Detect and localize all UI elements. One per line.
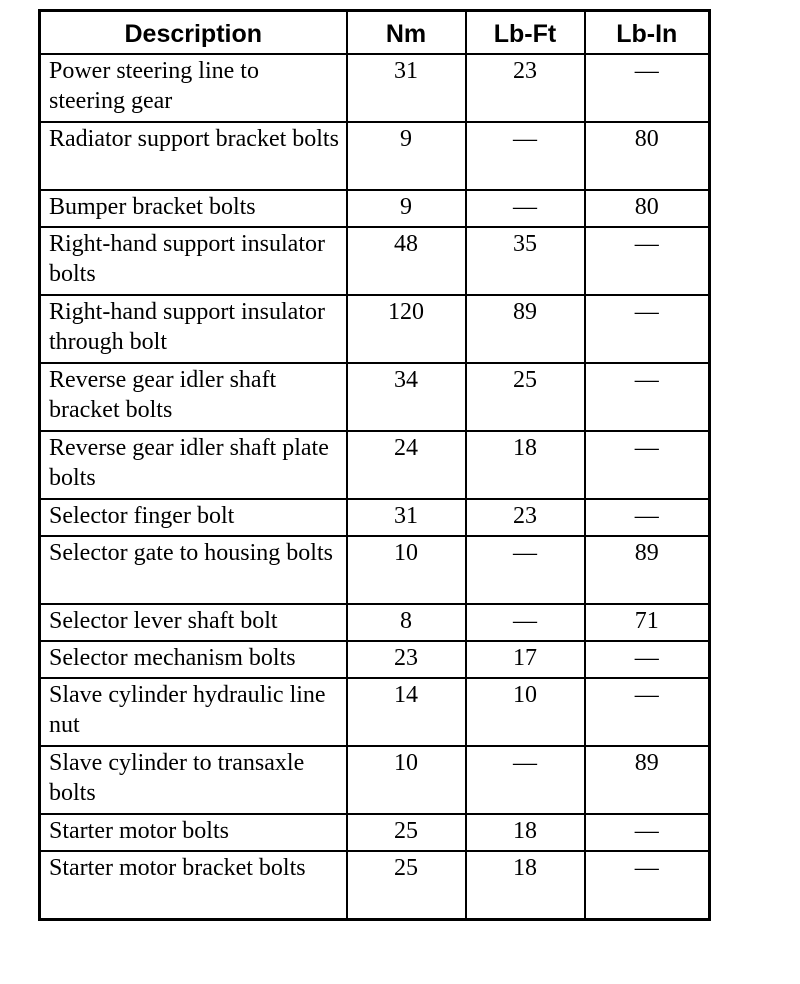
cell-lbin: — — [585, 227, 710, 295]
cell-nm: 8 — [347, 604, 466, 641]
cell-lbin: 80 — [585, 190, 710, 227]
cell-lbft: 23 — [466, 54, 585, 122]
cell-nm: 24 — [347, 431, 466, 499]
cell-description: Right-hand support insulator bolts — [40, 227, 347, 295]
cell-nm: 23 — [347, 641, 466, 678]
cell-description: Reverse gear idler shaft plate bolts — [40, 431, 347, 499]
cell-description: Right-hand support insulator through bolt — [40, 295, 347, 363]
table-row — [40, 190, 710, 227]
header-nm: Nm — [347, 11, 466, 55]
cell-lbin: 89 — [585, 536, 710, 604]
cell-lbft: — — [466, 190, 585, 227]
cell-lbft: 25 — [466, 363, 585, 431]
table-row — [40, 431, 710, 499]
cell-lbft: 23 — [466, 499, 585, 536]
torque-spec-table — [38, 9, 711, 921]
cell-lbin: — — [585, 641, 710, 678]
cell-lbin: 71 — [585, 604, 710, 641]
table-row — [40, 295, 710, 363]
cell-lbin: — — [585, 363, 710, 431]
cell-lbin: — — [585, 851, 710, 920]
cell-nm: 25 — [347, 851, 466, 920]
header-lbft: Lb-Ft — [466, 11, 585, 55]
table-row — [40, 227, 710, 295]
cell-description: Bumper bracket bolts — [40, 190, 347, 227]
cell-description: Slave cylinder hydraulic line nut — [40, 678, 347, 746]
cell-description: Slave cylinder to transaxle bolts — [40, 746, 347, 814]
cell-nm: 31 — [347, 499, 466, 536]
cell-lbft: — — [466, 122, 585, 190]
cell-lbft: — — [466, 604, 585, 641]
table-row — [40, 604, 710, 641]
cell-lbin: 80 — [585, 122, 710, 190]
cell-nm: 120 — [347, 295, 466, 363]
cell-lbin: — — [585, 54, 710, 122]
cell-lbin: 89 — [585, 746, 710, 814]
header-row — [40, 11, 710, 55]
cell-lbin: — — [585, 678, 710, 746]
cell-nm: 9 — [347, 122, 466, 190]
cell-description: Radiator support bracket bolts — [40, 122, 347, 190]
table-row — [40, 851, 710, 920]
cell-description: Selector lever shaft bolt — [40, 604, 347, 641]
header-lbin: Lb-In — [585, 11, 710, 55]
cell-description: Starter motor bracket bolts — [40, 851, 347, 920]
cell-description: Selector gate to housing bolts — [40, 536, 347, 604]
cell-nm: 25 — [347, 814, 466, 851]
table-row — [40, 641, 710, 678]
cell-lbin: — — [585, 499, 710, 536]
cell-description: Selector finger bolt — [40, 499, 347, 536]
table-row — [40, 678, 710, 746]
cell-lbft: 18 — [466, 431, 585, 499]
cell-description: Starter motor bolts — [40, 814, 347, 851]
table-row — [40, 363, 710, 431]
cell-lbin: — — [585, 431, 710, 499]
table-row — [40, 814, 710, 851]
cell-description: Reverse gear idler shaft bracket bolts — [40, 363, 347, 431]
cell-nm: 31 — [347, 54, 466, 122]
table-row — [40, 122, 710, 190]
cell-description: Power steering line to steering gear — [40, 54, 347, 122]
header-description: Description — [40, 11, 347, 55]
cell-lbft: 18 — [466, 814, 585, 851]
cell-nm: 10 — [347, 536, 466, 604]
cell-nm: 14 — [347, 678, 466, 746]
table-row — [40, 499, 710, 536]
cell-lbft: 17 — [466, 641, 585, 678]
cell-lbin: — — [585, 814, 710, 851]
cell-nm: 9 — [347, 190, 466, 227]
cell-lbft: — — [466, 536, 585, 604]
table-row — [40, 54, 710, 122]
cell-lbft: 10 — [466, 678, 585, 746]
cell-lbft: 89 — [466, 295, 585, 363]
cell-nm: 48 — [347, 227, 466, 295]
cell-lbft: 35 — [466, 227, 585, 295]
cell-lbin: — — [585, 295, 710, 363]
cell-lbft: — — [466, 746, 585, 814]
cell-nm: 10 — [347, 746, 466, 814]
cell-lbft: 18 — [466, 851, 585, 920]
cell-description: Selector mechanism bolts — [40, 641, 347, 678]
table-row — [40, 536, 710, 604]
cell-nm: 34 — [347, 363, 466, 431]
table-row — [40, 746, 710, 814]
